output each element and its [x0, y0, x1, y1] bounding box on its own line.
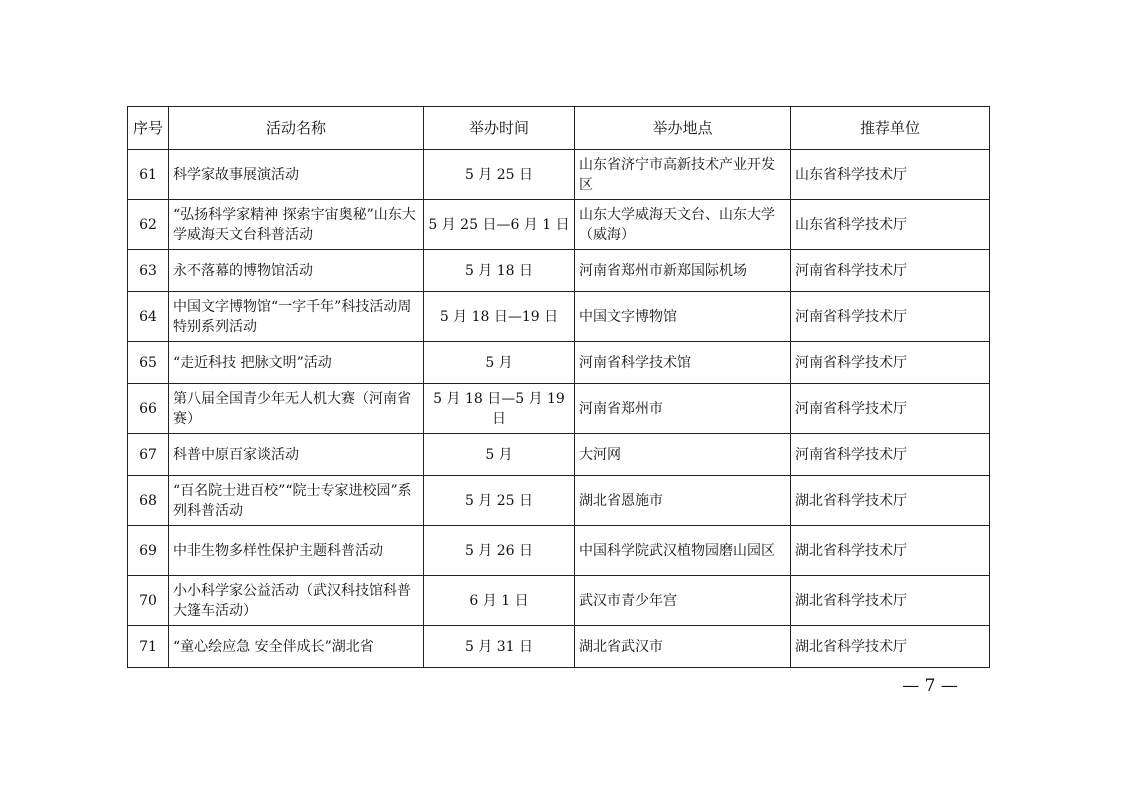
- cell-num: 66: [128, 384, 169, 434]
- cell-num: 65: [128, 342, 169, 384]
- table-row: [128, 250, 990, 292]
- cell-place: 湖北省武汉市: [575, 626, 791, 668]
- cell-unit: 河南省科学技术厅: [791, 434, 990, 476]
- cell-name: 永不落幕的博物馆活动: [169, 250, 424, 292]
- table-header-row: [128, 107, 990, 150]
- header-num: 序号: [128, 107, 169, 150]
- table-row: [128, 526, 990, 576]
- cell-time: 5 月 18 日—5 月 19 日: [424, 384, 575, 434]
- cell-name: “弘扬科学家精神 探索宇宙奥秘”山东大学威海天文台科普活动: [169, 200, 424, 250]
- cell-unit: 河南省科学技术厅: [791, 342, 990, 384]
- cell-place: 中国科学院武汉植物园磨山园区: [575, 526, 791, 576]
- table-row: [128, 576, 990, 626]
- cell-unit: 山东省科学技术厅: [791, 200, 990, 250]
- cell-num: 62: [128, 200, 169, 250]
- cell-name: 科普中原百家谈活动: [169, 434, 424, 476]
- cell-name: “走近科技 把脉文明”活动: [169, 342, 424, 384]
- cell-time: 5 月 18 日: [424, 250, 575, 292]
- cell-num: 63: [128, 250, 169, 292]
- cell-time: 6 月 1 日: [424, 576, 575, 626]
- page-number: — 7 —: [902, 676, 958, 696]
- cell-place: 河南省郑州市: [575, 384, 791, 434]
- cell-num: 67: [128, 434, 169, 476]
- cell-unit: 河南省科学技术厅: [791, 250, 990, 292]
- cell-time: 5 月 26 日: [424, 526, 575, 576]
- activities-table: [127, 106, 990, 668]
- cell-time: 5 月: [424, 434, 575, 476]
- cell-place: 湖北省恩施市: [575, 476, 791, 526]
- cell-place: 大河网: [575, 434, 791, 476]
- cell-name: 第八届全国青少年无人机大赛（河南省赛）: [169, 384, 424, 434]
- table-row: [128, 434, 990, 476]
- table-row: [128, 476, 990, 526]
- cell-name: “童心绘应急 安全伴成长”湖北省: [169, 626, 424, 668]
- cell-num: 71: [128, 626, 169, 668]
- cell-num: 61: [128, 150, 169, 200]
- table-row: [128, 626, 990, 668]
- cell-name: “百名院士进百校”“院士专家进校园”系列科普活动: [169, 476, 424, 526]
- cell-time: 5 月 31 日: [424, 626, 575, 668]
- cell-name: 中非生物多样性保护主题科普活动: [169, 526, 424, 576]
- cell-time: 5 月 25 日—6 月 1 日: [424, 200, 575, 250]
- cell-num: 68: [128, 476, 169, 526]
- cell-place: 武汉市青少年宫: [575, 576, 791, 626]
- cell-unit: 湖北省科学技术厅: [791, 526, 990, 576]
- header-time: 举办时间: [424, 107, 575, 150]
- header-name: 活动名称: [169, 107, 424, 150]
- cell-unit: 湖北省科学技术厅: [791, 476, 990, 526]
- cell-unit: 湖北省科学技术厅: [791, 576, 990, 626]
- cell-time: 5 月 25 日: [424, 476, 575, 526]
- table-row: [128, 150, 990, 200]
- table-row: [128, 200, 990, 250]
- table-row: [128, 384, 990, 434]
- cell-num: 64: [128, 292, 169, 342]
- table-body: [128, 107, 990, 668]
- header-place: 举办地点: [575, 107, 791, 150]
- cell-place: 山东大学威海天文台、山东大学（威海）: [575, 200, 791, 250]
- cell-place: 河南省郑州市新郑国际机场: [575, 250, 791, 292]
- cell-unit: 湖北省科学技术厅: [791, 626, 990, 668]
- cell-num: 69: [128, 526, 169, 576]
- cell-unit: 河南省科学技术厅: [791, 384, 990, 434]
- cell-place: 中国文字博物馆: [575, 292, 791, 342]
- cell-time: 5 月 18 日—19 日: [424, 292, 575, 342]
- cell-name: 中国文字博物馆“一字千年”科技活动周特别系列活动: [169, 292, 424, 342]
- table-row: [128, 292, 990, 342]
- cell-time: 5 月: [424, 342, 575, 384]
- cell-unit: 山东省科学技术厅: [791, 150, 990, 200]
- cell-place: 山东省济宁市高新技术产业开发区: [575, 150, 791, 200]
- cell-place: 河南省科学技术馆: [575, 342, 791, 384]
- table-row: [128, 342, 990, 384]
- header-unit: 推荐单位: [791, 107, 990, 150]
- cell-name: 小小科学家公益活动（武汉科技馆科普大篷车活动）: [169, 576, 424, 626]
- cell-name: 科学家故事展演活动: [169, 150, 424, 200]
- cell-num: 70: [128, 576, 169, 626]
- cell-unit: 河南省科学技术厅: [791, 292, 990, 342]
- cell-time: 5 月 25 日: [424, 150, 575, 200]
